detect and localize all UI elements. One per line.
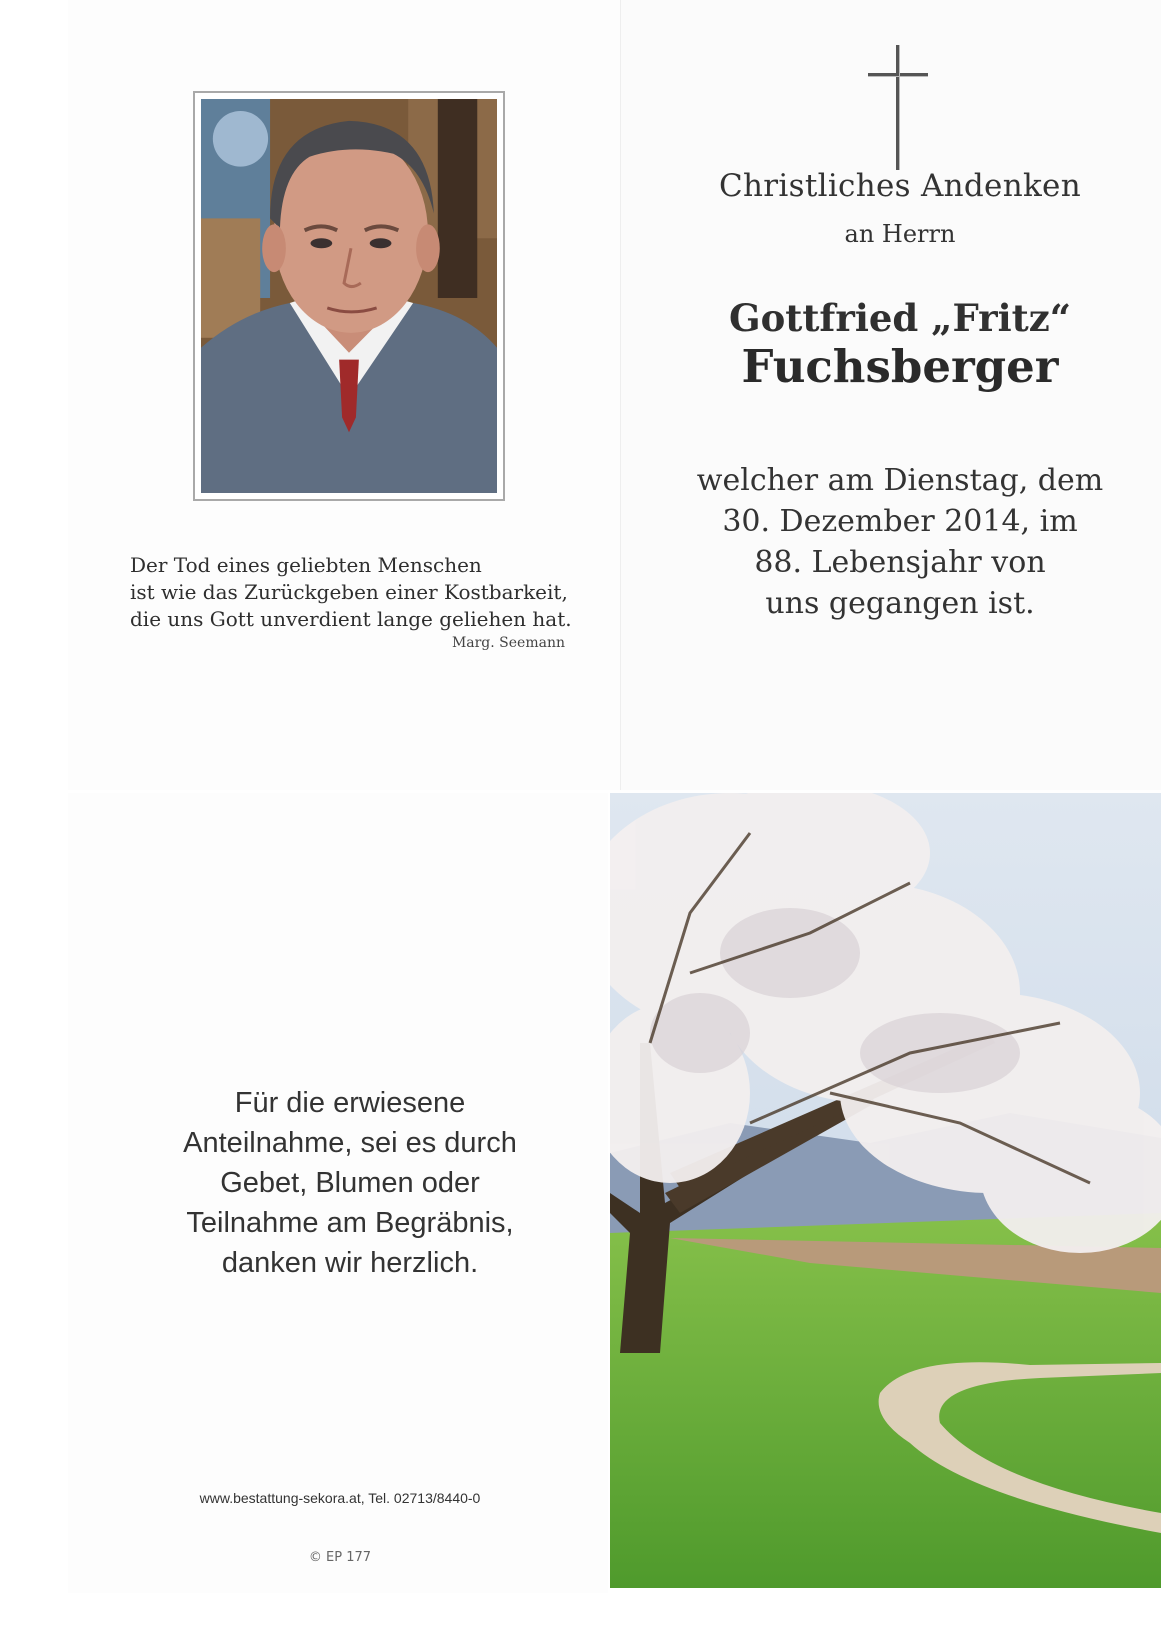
deceased-first-name: Gottfried „Fritz“ [728, 296, 1072, 340]
landscape-photo [610, 793, 1161, 1588]
death-notice-line: welcher am Dienstag, dem [696, 463, 1104, 498]
death-notice-line: uns gegangen ist. [765, 586, 1035, 621]
thanks-line: Anteilnahme, sei es durch [183, 1127, 517, 1159]
salutation: an Herrn [844, 220, 956, 248]
quote-line: die uns Gott unverdient lange geliehen hat. [130, 607, 572, 631]
card-title: Christliches Andenken [719, 168, 1081, 204]
thanks-line: danken wir herzlich. [221, 1247, 479, 1279]
thank-you-message [130, 1083, 570, 1283]
death-notice [690, 460, 1110, 624]
thanks-line: Teilnahme am Begräbnis, [186, 1207, 514, 1239]
thanks-line: Für die erwiesene [234, 1087, 466, 1119]
copyright-note: © EP 177 [308, 1550, 372, 1565]
portrait-photo [193, 91, 505, 501]
cross-icon [868, 45, 928, 170]
memorial-quote [130, 552, 580, 633]
thanks-line: Gebet, Blumen oder [220, 1167, 480, 1199]
blossom-tree-image [610, 793, 1161, 1588]
death-notice-line: 30. Dezember 2014, im [722, 504, 1078, 539]
death-notice-line: 88. Lebensjahr von [754, 545, 1046, 580]
portrait-image [201, 99, 497, 493]
deceased-last-name: Fuchsberger [741, 340, 1059, 393]
quote-line: ist wie das Zurückgeben einer Kostbarkeit, [130, 580, 568, 604]
funeral-home-contact: www.bestattung-sekora.at, Tel. 02713/8440-0 [199, 1490, 481, 1506]
quote-author: Marg. Seemann [451, 635, 565, 651]
quote-line: Der Tod eines geliebten Menschen [130, 553, 482, 577]
